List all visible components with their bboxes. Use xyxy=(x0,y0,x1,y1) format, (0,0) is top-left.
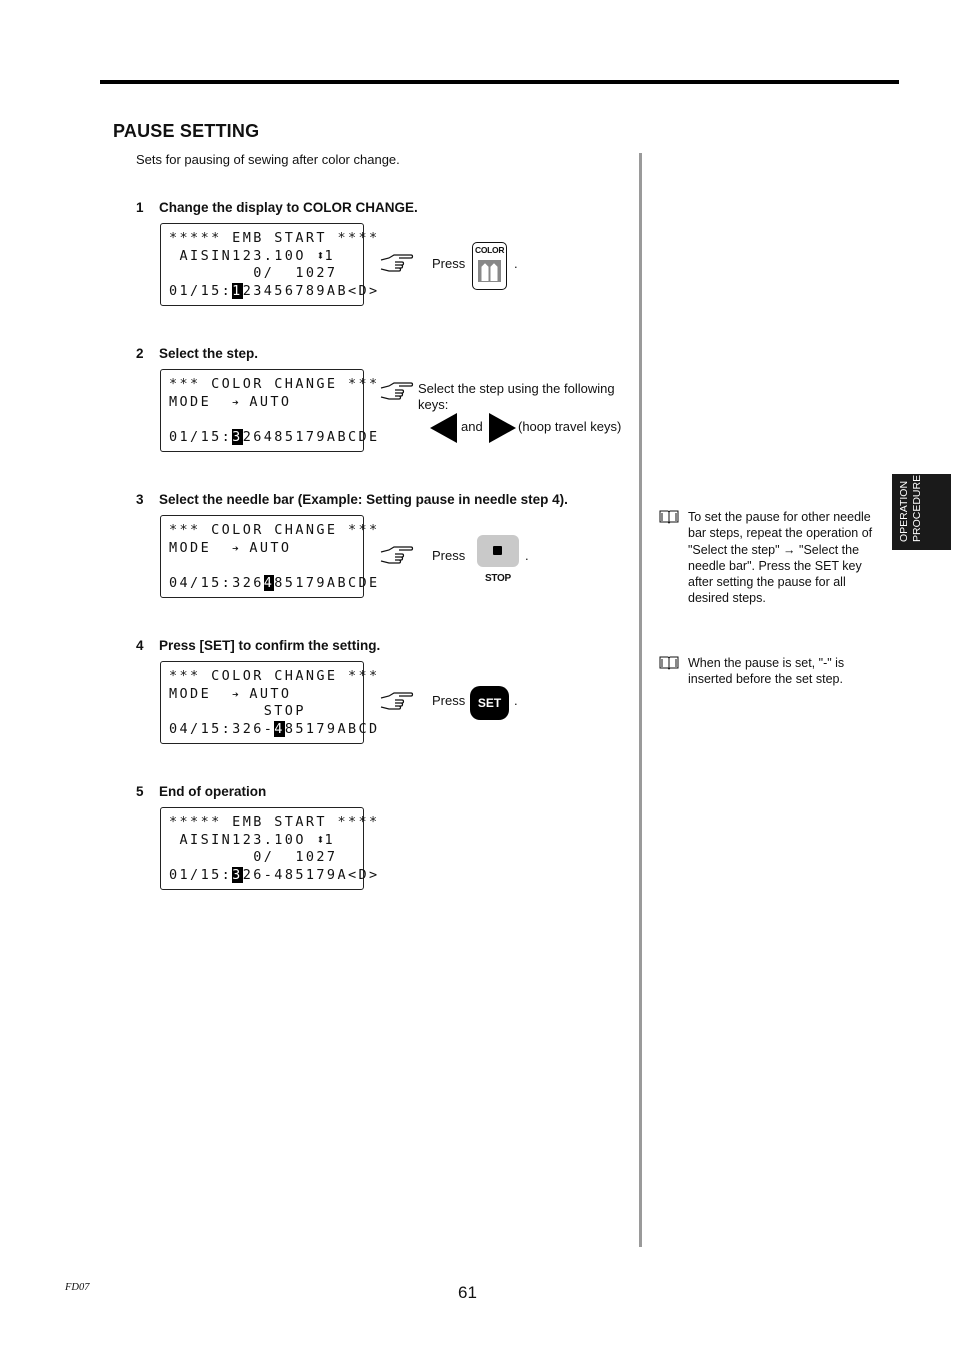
press-label: Press xyxy=(432,256,466,271)
press-label: Press xyxy=(432,548,466,563)
lcd-line: 0/ 1027 xyxy=(169,849,338,865)
hoop-travel-keys-note: (hoop travel keys) xyxy=(518,419,622,434)
set-button[interactable]: SET xyxy=(470,686,509,720)
lcd-display xyxy=(160,223,380,306)
step-heading: Select the needle bar (Example: Setting pause in needle step 4). xyxy=(159,492,568,507)
pointing-hand-icon xyxy=(380,546,414,568)
lcd-line: STOP xyxy=(169,703,306,719)
lcd-line: 01/15:326-485179A<D> xyxy=(169,867,380,883)
lcd-line: 04/15:326-485179ABCD xyxy=(169,721,380,737)
lcd-cursor: 1 xyxy=(232,283,243,299)
and-label: and xyxy=(461,419,483,434)
pointing-hand-icon xyxy=(380,692,414,714)
updown-icon: ⬍ xyxy=(316,832,325,848)
period: . xyxy=(514,693,518,708)
period: . xyxy=(525,548,529,563)
lcd-display xyxy=(160,515,380,598)
instruction-text: Select the step using the following keys: xyxy=(418,381,615,412)
intro-text: Sets for pausing of sewing after color change. xyxy=(136,152,400,167)
lcd-line: AISIN123.10O ⬍1 xyxy=(169,832,336,848)
book-icon xyxy=(659,510,679,524)
lcd-line: 01/15:326485179ABCDE xyxy=(169,429,380,445)
note-text: To set the pause for other needle bar steps, repeat the operation of "Select the step" → "Select the needle bar". Press the SET key after setting the pause for all desired steps. xyxy=(688,510,873,606)
pointing-hand-icon xyxy=(380,254,414,276)
step-number: 1 xyxy=(136,200,144,215)
stop-square-icon xyxy=(493,546,502,555)
step-number: 5 xyxy=(136,784,144,799)
page-title: PAUSE SETTING xyxy=(113,121,260,141)
lcd-line: AISIN123.10O ⬍1 xyxy=(169,248,336,264)
step-heading: Select the step. xyxy=(159,346,259,361)
step-number: 4 xyxy=(136,638,144,653)
top-rule xyxy=(100,80,899,84)
lcd-line: *** COLOR CHANGE *** xyxy=(169,522,380,538)
lcd-line: 01/15:123456789AB<D> xyxy=(169,283,380,299)
step-heading: Change the display to COLOR CHANGE. xyxy=(159,200,418,215)
document-code: FD07 xyxy=(65,1282,90,1293)
lcd-line: 04/15:326485179ABCDE xyxy=(169,575,380,591)
section-tab-label: OPERATION PROCEDURE xyxy=(898,474,923,542)
lcd-line: MODE ➔ AUTO xyxy=(169,540,292,556)
step-number: 2 xyxy=(136,346,144,361)
right-arrow-key-icon[interactable] xyxy=(488,413,516,443)
note-text: When the pause is set, "-" is inserted before the set step. xyxy=(688,656,845,687)
color-button-label: COLOR xyxy=(475,245,505,255)
stop-button[interactable] xyxy=(477,535,519,567)
lcd-cursor: 4 xyxy=(263,575,275,591)
press-label: Press xyxy=(432,693,466,708)
period: . xyxy=(514,256,518,271)
book-icon xyxy=(659,656,679,670)
step-number: 3 xyxy=(136,492,144,507)
lcd-line: *** COLOR CHANGE *** xyxy=(169,668,380,684)
needle-bars-icon xyxy=(478,259,501,283)
updown-icon: ⬍ xyxy=(316,248,325,264)
lcd-cursor: 4 xyxy=(274,721,285,737)
lcd-line: ***** EMB START **** xyxy=(169,230,380,246)
lcd-display xyxy=(160,369,380,452)
page-number: 61 xyxy=(458,1283,477,1302)
lcd-line: MODE ➔ AUTO xyxy=(169,394,292,410)
lcd-line: *** COLOR CHANGE *** xyxy=(169,376,380,392)
column-divider xyxy=(639,153,642,1247)
color-button[interactable] xyxy=(472,242,507,290)
lcd-display xyxy=(160,661,380,744)
step-heading: End of operation xyxy=(159,784,267,799)
lcd-cursor: 3 xyxy=(232,867,243,883)
lcd-line: MODE ➔ AUTO xyxy=(169,686,292,702)
step-heading: Press [SET] to confirm the setting. xyxy=(159,638,381,653)
pointing-hand-icon xyxy=(380,382,414,404)
lcd-line: ***** EMB START **** xyxy=(169,814,380,830)
section-tab xyxy=(892,474,951,550)
right-arrow-icon: ➔ xyxy=(232,688,239,701)
right-arrow-icon: ➔ xyxy=(232,396,239,409)
right-arrow-icon: ➔ xyxy=(232,542,239,555)
lcd-line: 0/ 1027 xyxy=(169,265,338,281)
lcd-cursor: 3 xyxy=(232,429,243,445)
left-arrow-key-icon[interactable] xyxy=(430,413,458,443)
stop-button-label: STOP xyxy=(485,573,511,584)
lcd-display xyxy=(160,807,380,890)
